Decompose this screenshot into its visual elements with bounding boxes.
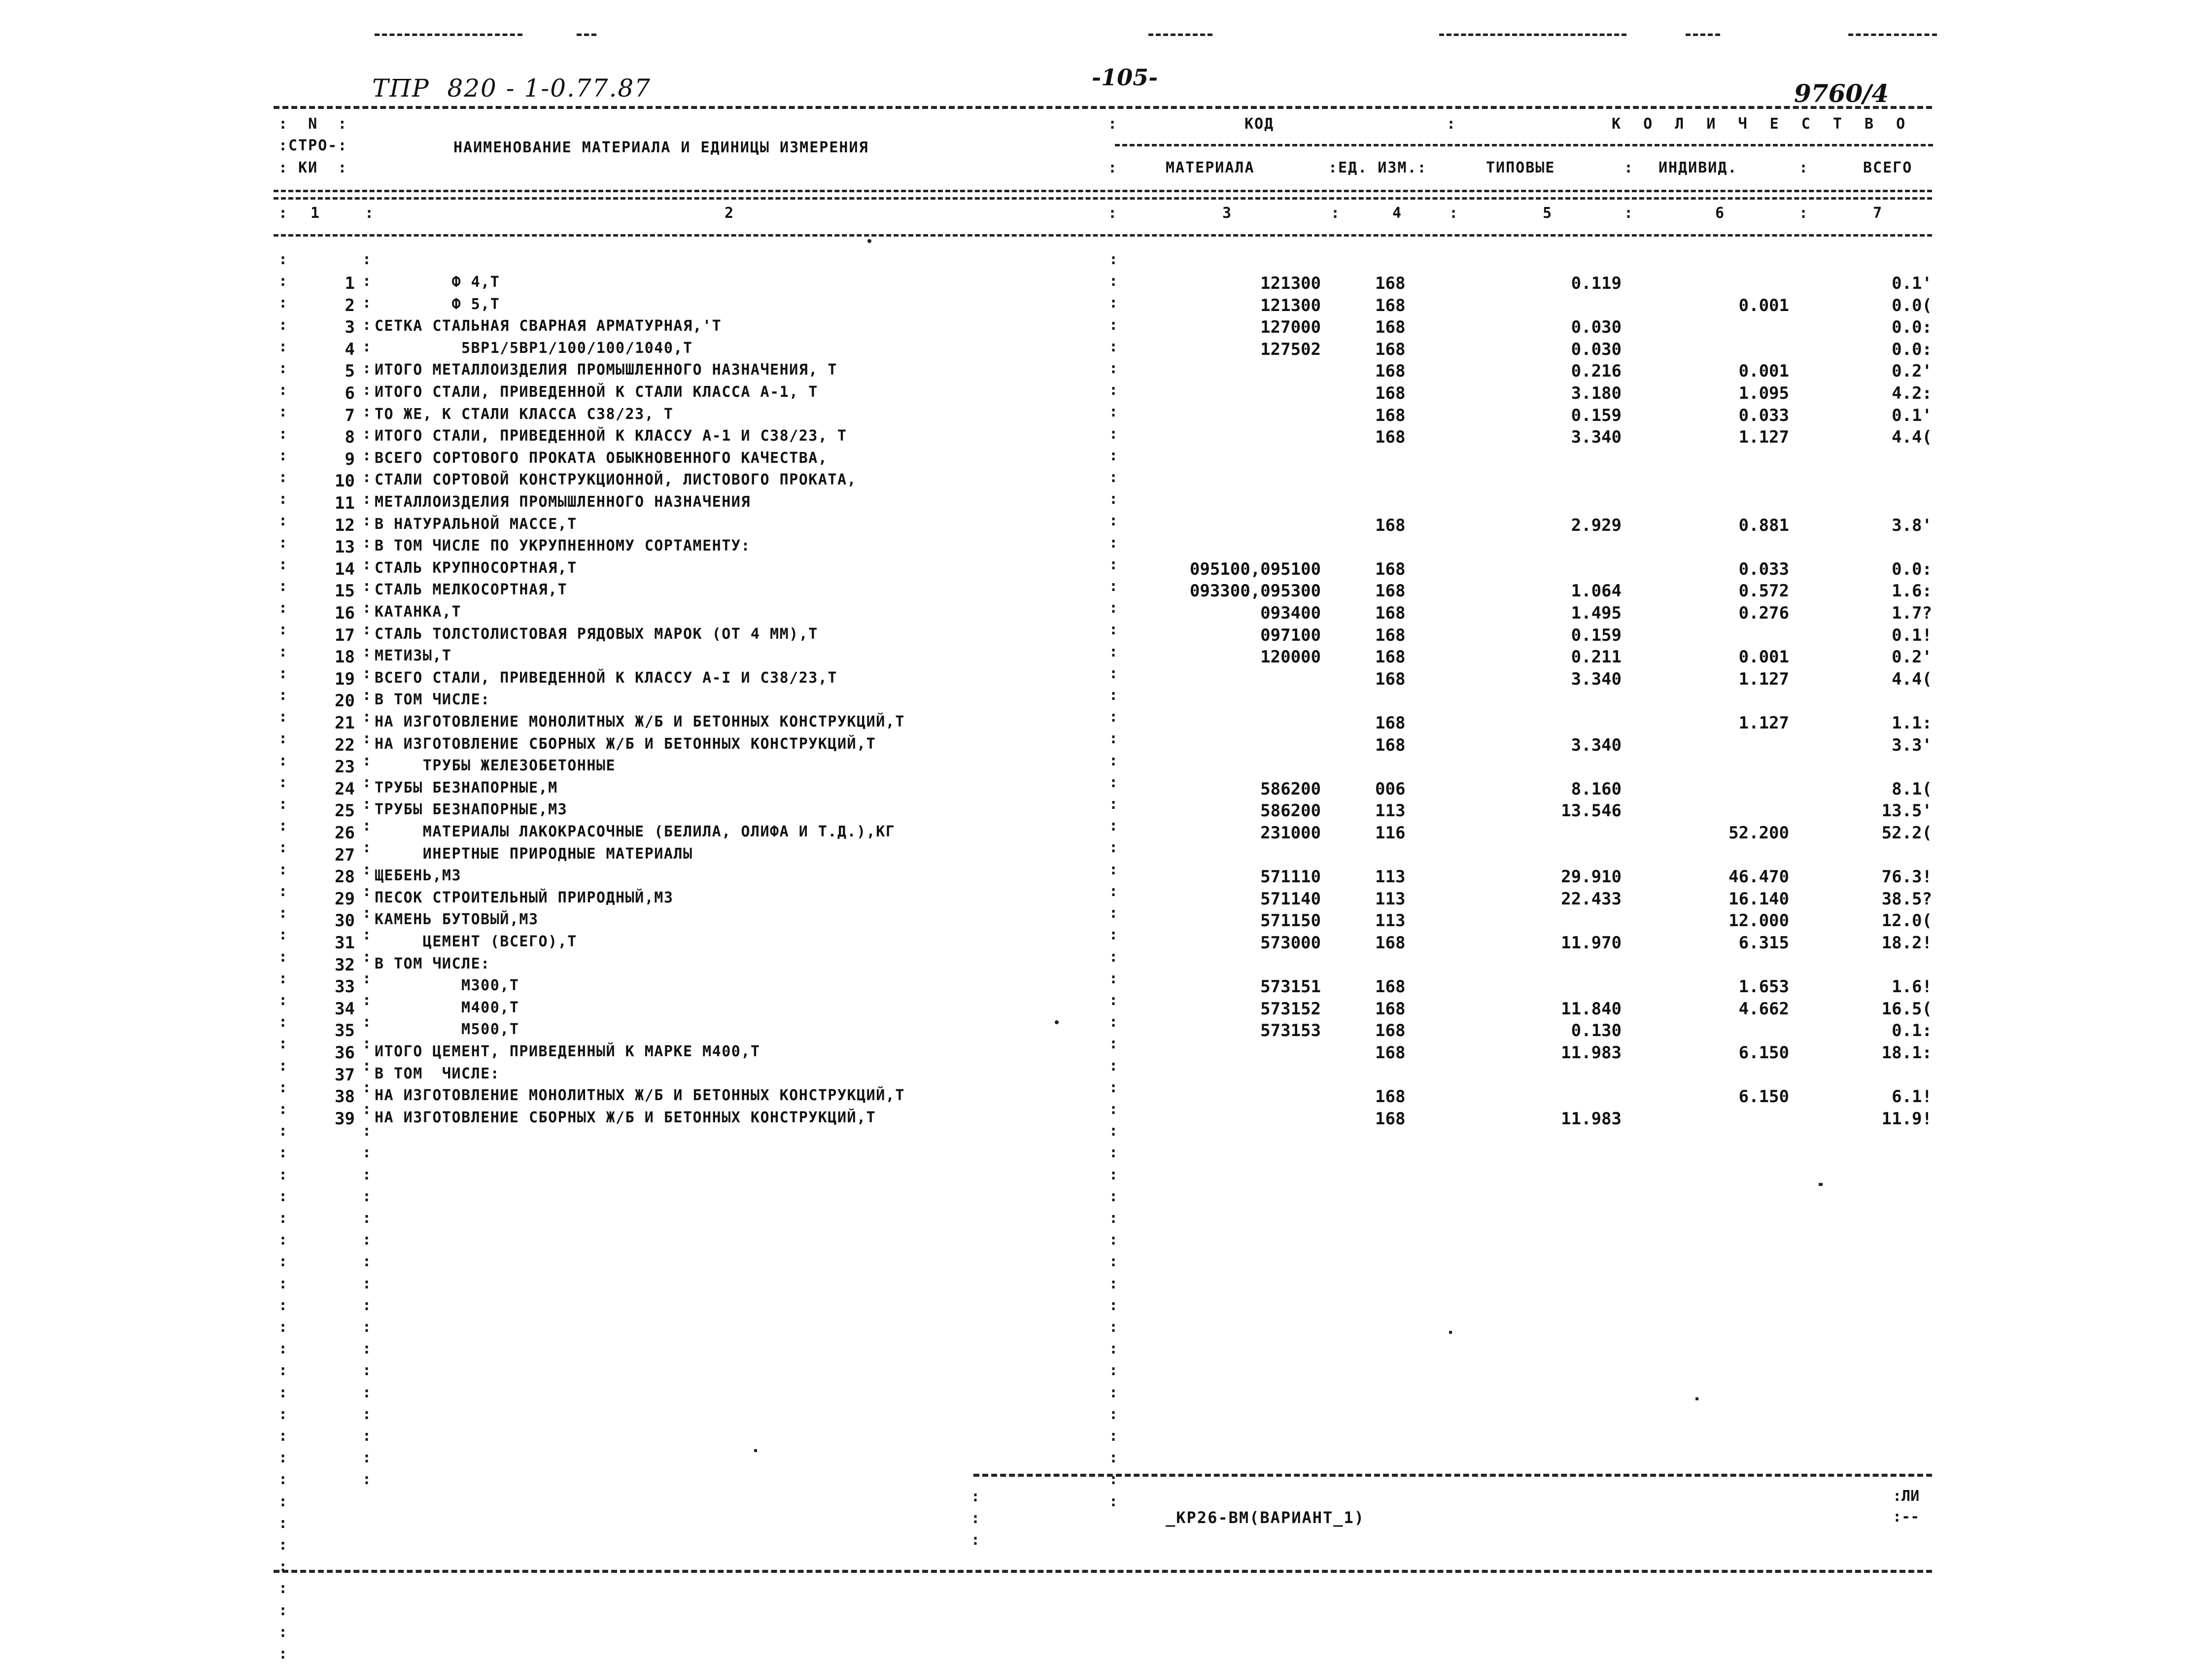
cell-tot: 0.2' (1892, 361, 1932, 382)
cell-typ: 13.546 (1561, 801, 1622, 821)
cell-typ: 0.216 (1571, 361, 1622, 382)
cell-n: 7 (345, 405, 355, 425)
cell-ind: 0.001 (1738, 361, 1789, 382)
cell-typ: 0.159 (1571, 625, 1622, 645)
cell-name: ТРУБЫ ЖЕЛЕЗОБЕТОННЫЕ (375, 757, 616, 775)
cell-n: 34 (335, 999, 355, 1019)
cell-name: СТАЛЬ ТОЛСТОЛИСТОВАЯ РЯДОВЫХ МАРОК (ОТ 4 ММ),Т (375, 625, 818, 643)
cell-name: ИТОГО СТАЛИ, ПРИВЕДЕННОЙ К СТАЛИ КЛАССА А-1, Т (375, 383, 818, 401)
header-divider: : (1108, 115, 1118, 133)
stamp-left-colons: : : : (971, 1488, 980, 1549)
cell-tot: 3.3' (1892, 735, 1932, 755)
cell-ind: 6.150 (1738, 1087, 1789, 1107)
scan-speck (1695, 1397, 1698, 1400)
cell-name: ИТОГО ЦЕМЕНТ, ПРИВЕДЕННЫЙ К МАРКЕ М400,Т (375, 1043, 760, 1060)
cell-typ: 0.030 (1571, 317, 1622, 338)
scan-mark (1439, 34, 1626, 36)
cell-n: 11 (335, 493, 355, 513)
cell-unit: 113 (1375, 889, 1406, 909)
cell-n: 37 (335, 1065, 355, 1085)
column-number: 3 (1222, 205, 1233, 222)
cell-ind: 1.127 (1738, 427, 1789, 448)
cell-name: ВСЕГО СОРТОВОГО ПРОКАТА ОБЫКНОВЕННОГО КАЧЕСТВА, (375, 449, 828, 467)
cell-n: 26 (335, 823, 355, 843)
cell-tot: 4.4( (1892, 669, 1932, 689)
cell-n: 36 (335, 1043, 355, 1063)
cell-ind: 0.033 (1738, 559, 1789, 579)
cell-ind: 16.140 (1728, 889, 1789, 909)
column-divider: : (1331, 205, 1341, 222)
cell-n: 33 (335, 977, 355, 997)
cell-name: МАТЕРИАЛЫ ЛАКОКРАСОЧНЫЕ (БЕЛИЛА, ОЛИФА И Т.Д.),КГ (375, 823, 896, 840)
cell-n: 38 (335, 1087, 355, 1107)
page-number: -105- (1092, 64, 1158, 91)
header-row3-col1: : КИ : (278, 159, 348, 176)
cell-n: 10 (335, 471, 355, 491)
cell-name: ПЕСОК СТРОИТЕЛЬНЫЙ ПРИРОДНЫЙ,М3 (375, 889, 674, 906)
cell-unit: 168 (1375, 999, 1406, 1019)
cell-name: 5ВР1/5ВР1/100/100/1040,Т (375, 339, 693, 357)
cell-ind: 1.653 (1738, 977, 1789, 997)
cell-code: 121300 (1260, 295, 1321, 315)
cell-code: 573153 (1260, 1021, 1321, 1041)
cell-tot: 0.0: (1892, 339, 1932, 359)
column-number: 4 (1392, 205, 1403, 222)
scan-speck (1055, 1020, 1059, 1024)
header-divider: : (1447, 115, 1457, 133)
cell-unit: 168 (1375, 735, 1406, 755)
cell-name: НА ИЗГОТОВЛЕНИЕ МОНОЛИТНЫХ Ж/Б И БЕТОННЫХ КОНСТРУКЦИЙ,Т (375, 713, 905, 730)
cell-typ: 0.119 (1571, 274, 1622, 293)
cell-name: В ТОМ ЧИСЛЕ ПО УКРУПНЕННОМУ СОРТАМЕНТУ: (375, 537, 751, 555)
cell-n: 14 (335, 559, 355, 579)
cell-unit: 168 (1375, 295, 1406, 315)
stamp-label: _КР26-ВМ(ВАРИАНТ_1) (1166, 1508, 1365, 1527)
cell-unit: 168 (1375, 383, 1406, 403)
header-row2-col1: :СТРО-: (278, 137, 348, 154)
cell-n: 20 (335, 691, 355, 711)
cell-unit: 168 (1375, 581, 1406, 601)
cell-n: 19 (335, 669, 355, 689)
cell-typ: 1.064 (1571, 581, 1622, 601)
cell-tot: 12.0( (1881, 911, 1932, 931)
cell-n: 31 (335, 933, 355, 953)
scan-mark (375, 34, 522, 36)
cell-code: 097100 (1260, 625, 1321, 645)
header-row1-col1: : N : (278, 115, 348, 133)
cell-unit: 168 (1375, 1109, 1406, 1129)
cell-tot: 8.1( (1892, 779, 1932, 799)
cell-ind: 4.662 (1738, 999, 1789, 1019)
cell-typ: 3.180 (1571, 383, 1622, 403)
column-number: 2 (725, 205, 735, 222)
cell-unit: 168 (1375, 1021, 1406, 1041)
cell-unit: 168 (1375, 274, 1406, 293)
cell-name: СТАЛЬ МЕЛКОСОРТНАЯ,Т (375, 581, 568, 599)
column-number: 5 (1543, 205, 1553, 222)
cell-tot: 3.8' (1892, 515, 1932, 535)
cell-n: 30 (335, 911, 355, 931)
cell-typ: 3.340 (1571, 669, 1622, 689)
cell-n: 35 (335, 1021, 355, 1041)
cell-n: 4 (345, 339, 355, 359)
cell-n: 15 (335, 581, 355, 601)
cell-ind: 6.150 (1738, 1043, 1789, 1063)
header-sub-typical: ТИПОВЫЕ (1486, 159, 1555, 176)
scan-mark (1848, 34, 1937, 36)
cell-n: 29 (335, 889, 355, 909)
cell-tot: 16.5( (1881, 999, 1932, 1019)
header-name-title: НАИМЕНОВАНИЕ МАТЕРИАЛА И ЕДИНИЦЫ ИЗМЕРЕНИЯ (453, 139, 869, 156)
cell-tot: 1.1: (1892, 713, 1932, 733)
cell-name: В ТОМ ЧИСЛЕ: (375, 1065, 500, 1082)
cell-name: М500,Т (375, 1021, 519, 1039)
cell-typ: 29.910 (1561, 867, 1622, 887)
header-code-title: КОД (1244, 115, 1275, 133)
cell-n: 1 (345, 274, 355, 293)
cell-n: 21 (335, 713, 355, 733)
scan-mark (1148, 34, 1212, 36)
cell-ind: 0.001 (1738, 647, 1789, 667)
cell-typ: 0.030 (1571, 339, 1622, 359)
cell-code: 231000 (1260, 823, 1321, 843)
cell-n: 17 (335, 625, 355, 645)
cell-unit: 168 (1375, 713, 1406, 733)
cell-name: ВСЕГО СТАЛИ, ПРИВЕДЕННОЙ К КЛАССУ А-I И С38/23,Т (375, 669, 837, 687)
cell-tot: 0.0( (1892, 295, 1932, 315)
cell-name: МЕТАЛЛОИЗДЕЛИЯ ПРОМЫШЛЕННОГО НАЗНАЧЕНИЯ (375, 493, 751, 511)
cell-code: 573152 (1260, 999, 1321, 1019)
cell-n: 3 (345, 317, 355, 338)
cell-ind: 1.095 (1738, 383, 1789, 403)
cell-name: Ф 4,Т (375, 274, 500, 291)
cell-name: ТО ЖЕ, К СТАЛИ КЛАССА С38/23, Т (375, 405, 674, 423)
scan-speck (867, 239, 871, 243)
cell-n: 27 (335, 845, 355, 865)
cell-unit: 168 (1375, 515, 1406, 535)
cell-name: СТАЛИ СОРТОВОЙ КОНСТРУКЦИОННОЙ, ЛИСТОВОГО ПРОКАТА, (375, 471, 857, 489)
header-sub-unit: :ЕД. ИЗМ.: (1328, 159, 1427, 176)
cell-code: 095100,095100 (1189, 559, 1321, 579)
cell-ind: 52.200 (1728, 823, 1789, 843)
cell-tot: 6.1! (1892, 1087, 1932, 1107)
cell-ind: 0.572 (1738, 581, 1789, 601)
header-line (274, 190, 1932, 192)
cell-unit: 113 (1375, 911, 1406, 931)
cell-typ: 11.983 (1561, 1043, 1622, 1063)
stamp-sheet-label: :ЛИ (1893, 1488, 1920, 1505)
cell-code: 093400 (1260, 603, 1321, 623)
cell-tot: 0.0: (1892, 559, 1932, 579)
cell-n: 5 (345, 361, 355, 382)
cell-typ: 0.211 (1571, 647, 1622, 667)
cell-name: М300,Т (375, 977, 519, 995)
header-line (274, 197, 1932, 200)
number-divider-colons: : : : : : : : : : : : : : : : : : : : : : : : : : : : : : : : : : : : : : : : : : : : : : : : : : : : : : : : : : (362, 251, 372, 1489)
cell-code: 093300,095300 (1189, 581, 1321, 601)
cell-n: 2 (345, 295, 355, 315)
header-divider: : (1108, 159, 1118, 176)
cell-tot: 0.1' (1892, 405, 1932, 425)
cell-ind: 0.001 (1738, 295, 1789, 315)
cell-tot: 18.2! (1881, 933, 1932, 953)
table-top-border (274, 106, 1932, 109)
cell-name: КАТАНКА,Т (375, 603, 462, 621)
header-quantity-title: К О Л И Ч Е С Т В О (1612, 115, 1912, 133)
cell-ind: 46.470 (1728, 867, 1789, 887)
cell-n: 23 (335, 757, 355, 777)
cell-n: 12 (335, 515, 355, 535)
column-number: 1 (311, 205, 321, 222)
cell-name: НА ИЗГОТОВЛЕНИЕ СБОРНЫХ Ж/Б И БЕТОННЫХ КОНСТРУКЦИЙ,Т (375, 735, 876, 753)
cell-n: 18 (335, 647, 355, 667)
cell-name: М400,Т (375, 999, 519, 1016)
header-inner-line (1115, 144, 1933, 146)
column-number-line (274, 234, 1932, 237)
cell-typ: 11.840 (1561, 999, 1622, 1019)
cell-code: 120000 (1260, 647, 1321, 667)
cell-unit: 116 (1375, 823, 1406, 843)
column-divider: : (365, 205, 375, 222)
column-divider: : (1624, 205, 1634, 222)
cell-n: 39 (335, 1109, 355, 1129)
cell-ind: 1.127 (1738, 713, 1789, 733)
cell-tot: 1.7? (1892, 603, 1932, 623)
cell-code: 573000 (1260, 933, 1321, 953)
cell-ind: 0.276 (1738, 603, 1789, 623)
cell-name: НА ИЗГОТОВЛЕНИЕ СБОРНЫХ Ж/Б И БЕТОННЫХ КОНСТРУКЦИЙ,Т (375, 1109, 876, 1126)
cell-ind: 12.000 (1728, 911, 1789, 931)
cell-tot: 1.6! (1892, 977, 1932, 997)
cell-unit: 113 (1375, 801, 1406, 821)
cell-typ: 11.983 (1561, 1109, 1622, 1129)
cell-typ: 0.159 (1571, 405, 1622, 425)
cell-name: ИНЕРТНЫЕ ПРИРОДНЫЕ МАТЕРИАЛЫ (375, 845, 693, 863)
header-sub-individual: ИНДИВИД. (1659, 159, 1738, 176)
cell-name: ТРУБЫ БЕЗНАПОРНЫЕ,М (375, 779, 558, 797)
cell-name: ТРУБЫ БЕЗНАПОРНЫЕ,М3 (375, 801, 568, 819)
cell-n: 9 (345, 449, 355, 469)
cell-tot: 52.2( (1881, 823, 1932, 843)
cell-unit: 168 (1375, 427, 1406, 448)
cell-name: СТАЛЬ КРУПНОСОРТНАЯ,Т (375, 559, 577, 577)
cell-code: 573151 (1260, 977, 1321, 997)
cell-unit: 168 (1375, 669, 1406, 689)
cell-code: 571150 (1260, 911, 1321, 931)
column-number-row: : (278, 205, 289, 222)
scan-speck (1819, 1183, 1823, 1186)
column-divider: : (1108, 205, 1118, 222)
cell-n: 24 (335, 779, 355, 799)
header-sub-total: ВСЕГО (1863, 159, 1913, 176)
cell-n: 22 (335, 735, 355, 755)
cell-name: Ф 5,Т (375, 295, 500, 313)
cell-typ: 3.340 (1571, 735, 1622, 755)
cell-unit: 168 (1375, 625, 1406, 645)
cell-tot: 38.5? (1881, 889, 1932, 909)
cell-tot: 1.6: (1892, 581, 1932, 601)
cell-tot: 76.3! (1881, 867, 1932, 887)
cell-code: 127000 (1260, 317, 1321, 338)
document-code: ТПР 820 - 1-0.77.87 (372, 74, 652, 103)
scan-speck (1449, 1331, 1452, 1334)
cell-name: СЕТКА СТАЛЬНАЯ СВАРНАЯ АРМАТУРНАЯ,'Т (375, 317, 722, 335)
cell-unit: 168 (1375, 933, 1406, 953)
cell-name: В НАТУРАЛЬНОЙ МАССЕ,Т (375, 515, 577, 533)
column-divider: : (1449, 205, 1459, 222)
cell-n: 25 (335, 801, 355, 821)
cell-name: ЩЕБЕНЬ,М3 (375, 867, 462, 885)
cell-n: 13 (335, 537, 355, 557)
cell-unit: 168 (1375, 361, 1406, 382)
column-number: 6 (1715, 205, 1726, 222)
stamp-sheet-dash: :-- (1893, 1508, 1920, 1526)
cell-tot: 13.5' (1881, 801, 1932, 821)
cell-name: НА ИЗГОТОВЛЕНИЕ МОНОЛИТНЫХ Ж/Б И БЕТОННЫХ КОНСТРУКЦИЙ,Т (375, 1087, 905, 1105)
cell-unit: 168 (1375, 647, 1406, 667)
scan-speck (754, 1449, 757, 1452)
scan-mark (1686, 34, 1720, 36)
column-divider: : (1799, 205, 1809, 222)
header-divider: : (1799, 159, 1809, 176)
cell-tot: 4.2: (1892, 383, 1932, 403)
cell-tot: 18.1: (1881, 1043, 1932, 1063)
cell-unit: 168 (1375, 405, 1406, 425)
cell-unit: 168 (1375, 603, 1406, 623)
cell-code: 127502 (1260, 339, 1321, 359)
scan-mark (577, 34, 596, 36)
cell-typ: 1.495 (1571, 603, 1622, 623)
cell-unit: 168 (1375, 317, 1406, 338)
cell-unit: 168 (1375, 977, 1406, 997)
cell-name: ИТОГО МЕТАЛЛОИЗДЕЛИЯ ПРОМЫШЛЕННОГО НАЗНАЧЕНИЯ, Т (375, 361, 837, 379)
cell-typ: 22.433 (1561, 889, 1622, 909)
cell-code: 571140 (1260, 889, 1321, 909)
cell-unit: 168 (1375, 339, 1406, 359)
left-border-colons: : : : : : : : : : : : : : : : : : : : : : : : : : : : : : : : : : : : : : : : : : : : : : : : : : : : : : : : : : : : : : : : : : (278, 251, 288, 1663)
cell-unit: 006 (1375, 779, 1406, 799)
cell-ind: 0.033 (1738, 405, 1789, 425)
cell-ind: 1.127 (1738, 669, 1789, 689)
cell-ind: 0.881 (1738, 515, 1789, 535)
table-bottom-border (274, 1570, 1932, 1573)
cell-typ: 8.160 (1571, 779, 1622, 799)
cell-unit: 168 (1375, 1087, 1406, 1107)
cell-name: В ТОМ ЧИСЛЕ: (375, 691, 490, 709)
cell-n: 8 (345, 427, 355, 448)
sheet-reference: 9760/4 (1794, 79, 1889, 108)
cell-unit: 113 (1375, 867, 1406, 887)
cell-tot: 11.9! (1881, 1109, 1932, 1129)
cell-name: МЕТИЗЫ,Т (375, 647, 452, 665)
cell-tot: 0.2' (1892, 647, 1932, 667)
cell-code: 586200 (1260, 801, 1321, 821)
cell-tot: 0.0: (1892, 317, 1932, 338)
cell-n: 6 (345, 383, 355, 403)
cell-name: В ТОМ ЧИСЛЕ: (375, 955, 490, 972)
cell-n: 16 (335, 603, 355, 623)
header-divider: : (1624, 159, 1634, 176)
stamp-top-border (973, 1474, 1932, 1477)
cell-typ: 11.970 (1561, 933, 1622, 953)
cell-code: 586200 (1260, 779, 1321, 799)
cell-typ: 2.929 (1571, 515, 1622, 535)
cell-name: ЦЕМЕНТ (ВСЕГО),Т (375, 933, 577, 950)
cell-tot: 0.1! (1892, 625, 1932, 645)
cell-code: 121300 (1260, 274, 1321, 293)
cell-n: 28 (335, 867, 355, 887)
cell-name: ИТОГО СТАЛИ, ПРИВЕДЕННОЙ К КЛАССУ А-1 И С38/23, Т (375, 427, 847, 445)
cell-typ: 3.340 (1571, 427, 1622, 448)
cell-tot: 0.1' (1892, 274, 1932, 293)
cell-code: 571110 (1260, 867, 1321, 887)
cell-unit: 168 (1375, 1043, 1406, 1063)
cell-name: КАМЕНЬ БУТОВЫЙ,М3 (375, 911, 539, 929)
name-divider-colons: : : : : : : : : : : : : : : : : : : : : : : : : : : : : : : : : : : : : : : : : : : : : : : : : : : : : : : : : : : (1109, 251, 1118, 1510)
cell-tot: 4.4( (1892, 427, 1932, 448)
cell-ind: 6.315 (1738, 933, 1789, 953)
cell-unit: 168 (1375, 559, 1406, 579)
cell-tot: 0.1: (1892, 1021, 1932, 1041)
header-sub-material: МАТЕРИАЛА (1166, 159, 1255, 176)
column-number: 7 (1873, 205, 1883, 222)
cell-n: 32 (335, 955, 355, 975)
cell-typ: 0.130 (1571, 1021, 1622, 1041)
